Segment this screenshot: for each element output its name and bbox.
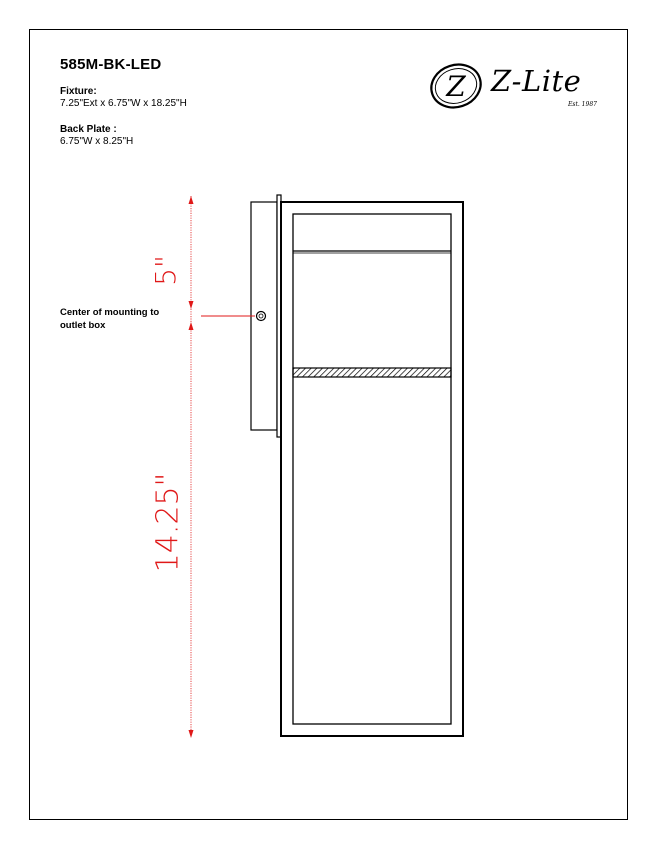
dimension-line	[189, 196, 194, 738]
model-number: 585M-BK-LED	[60, 56, 162, 73]
fixture-body	[281, 202, 463, 736]
dimension-upper-label: 5"	[148, 255, 182, 286]
arrow-mid-lower-icon	[189, 322, 194, 330]
logo-monogram-letter: Z	[446, 70, 466, 103]
hatched-band	[293, 368, 451, 377]
dimension-lower-label: 14.25"	[150, 472, 186, 573]
logo-established: Est. 1987	[568, 101, 597, 108]
arrow-mid-upper-icon	[189, 301, 194, 309]
logo-wordmark: Z-Lite	[491, 64, 582, 98]
mounting-note: Center of mounting to outlet box	[60, 307, 160, 331]
mounting-point-icon	[257, 312, 266, 321]
arrow-bottom-icon	[189, 730, 194, 738]
arrow-top-icon	[189, 196, 194, 204]
fixture-dimensions: 7.25"Ext x 6.75"W x 18.25"H	[60, 98, 187, 109]
fixture-label: Fixture:	[60, 86, 97, 97]
backplate-label: Back Plate :	[60, 124, 117, 135]
backplate-dimensions: 6.75"W x 8.25"H	[60, 136, 134, 147]
